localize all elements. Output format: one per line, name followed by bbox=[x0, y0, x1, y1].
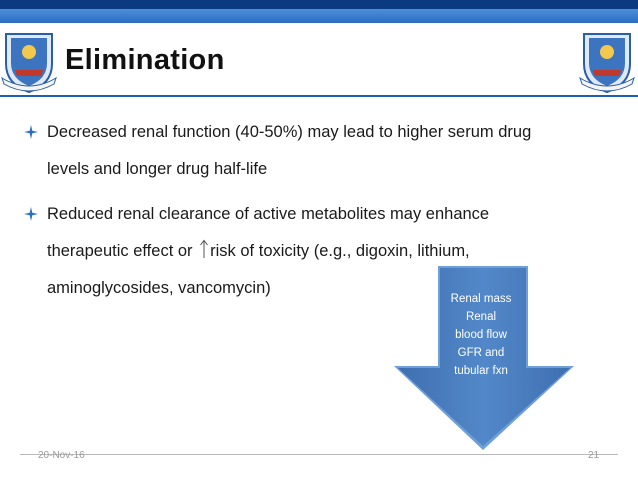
bullet-1-line-2: levels and longer drug half-life bbox=[47, 160, 268, 178]
footer-divider bbox=[20, 454, 618, 455]
arrow-label-line-3: blood flow bbox=[455, 329, 507, 341]
star-bullet-icon bbox=[23, 206, 39, 222]
bullet-2-line-2-after: risk of toxicity (e.g., digoxin, lithium, bbox=[210, 242, 470, 260]
arrow-label bbox=[441, 290, 521, 380]
bullet-item-renal-function bbox=[23, 114, 618, 188]
arrow-label-line-1: Renal mass bbox=[450, 293, 512, 305]
arrow-label-line-4: GFR and bbox=[457, 347, 505, 359]
bullet-1-line-1: Decreased renal function (40-50%) may lead to higher serum drug bbox=[47, 123, 532, 141]
header-bar-separator bbox=[0, 23, 638, 25]
bullet-2-line-3: aminoglycosides, vancomycin) bbox=[47, 279, 271, 297]
university-crest-logo-right bbox=[578, 26, 636, 96]
arrow-label-line-2: Renal bbox=[465, 311, 497, 323]
bullet-2-line-1: Reduced renal clearance of active metabolites may enhance bbox=[47, 205, 490, 223]
footer-date: 20-Nov-16 bbox=[38, 450, 85, 461]
footer-page-number: 21 bbox=[588, 450, 600, 461]
arrow-label-line-5: tubular fxn bbox=[454, 365, 508, 377]
star-bullet-icon bbox=[23, 124, 39, 140]
title-underline bbox=[0, 95, 638, 97]
bullet-2-line-2-before: therapeutic effect or bbox=[47, 242, 193, 260]
header-bar-dark bbox=[0, 0, 638, 9]
university-crest-logo-left bbox=[0, 26, 58, 96]
slide-title: Elimination bbox=[65, 44, 225, 76]
increase-up-arrow-icon bbox=[199, 239, 209, 259]
header-bar-light bbox=[0, 9, 638, 23]
